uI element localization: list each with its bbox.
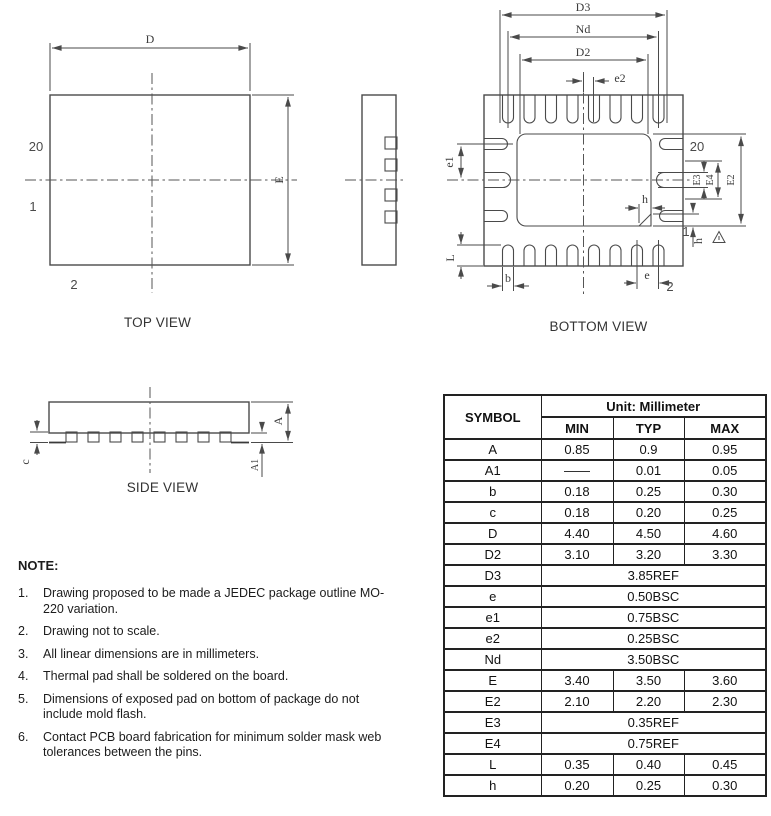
max-cell: 2.30 (684, 691, 766, 712)
typ-cell: 4.50 (613, 523, 684, 544)
table-row (444, 460, 766, 481)
note-item (18, 669, 422, 685)
max-cell: 3.30 (684, 544, 766, 565)
max-cell: 0.45 (684, 754, 766, 775)
table-row (444, 544, 766, 565)
bottom-view-pin2-label: 2 (666, 279, 674, 294)
typ-cell: 3.20 (613, 544, 684, 565)
dim-label-d3: D3 (575, 0, 591, 14)
dim-label-nd: Nd (575, 22, 591, 36)
symbol-cell: e2 (444, 628, 541, 649)
table-row (444, 439, 766, 460)
note-text: Dimensions of exposed pad on bottom of package do not include mold flash. (43, 691, 360, 721)
note-text: Contact PCB board fabrication for minimum solder mask web tolerances between the pins. (43, 729, 382, 759)
dim-label-e4: E4 (705, 174, 716, 186)
symbol-cell: A (444, 439, 541, 460)
min-cell: 4.40 (541, 523, 613, 544)
value-span-cell: 3.85REF (541, 565, 766, 586)
max-cell: 0.25 (684, 502, 766, 523)
top-view-pin20-label: 20 (28, 139, 44, 154)
symbol-cell: L (444, 754, 541, 775)
table-row (444, 607, 766, 628)
min-cell: 2.10 (541, 691, 613, 712)
symbol-cell: c (444, 502, 541, 523)
symbol-cell: E4 (444, 733, 541, 754)
table-row (444, 712, 766, 733)
table-row (444, 649, 766, 670)
symbol-cell: E2 (444, 691, 541, 712)
bottom-view-caption: BOTTOM VIEW (549, 319, 648, 334)
dim-label-e2-pitch: e2 (614, 71, 626, 85)
dim-label-e1: e1 (442, 156, 456, 168)
pad-pin1-chamfer (639, 214, 651, 226)
edge-profile-pad (385, 137, 397, 149)
table-row (444, 565, 766, 586)
min-cell: 3.40 (541, 670, 613, 691)
min-cell: 0.20 (541, 775, 613, 796)
symbol-cell: Nd (444, 649, 541, 670)
dim-ext-l (457, 245, 501, 266)
symbol-cell: E3 (444, 712, 541, 733)
side-view-body (49, 402, 249, 433)
edge-profile-drawing (345, 95, 404, 265)
dim-label-d2: D2 (575, 45, 591, 59)
max-cell: 0.95 (684, 439, 766, 460)
value-span-cell: 0.50BSC (541, 586, 766, 607)
note-number: 6. (18, 729, 29, 744)
note-number: 4. (18, 669, 29, 683)
note-item (18, 730, 422, 761)
note-item (18, 586, 422, 617)
dim-label-e: E (272, 176, 286, 184)
min-cell: 3.10 (541, 544, 613, 565)
unit-header-cell: Unit: Millimeter (541, 395, 766, 417)
bottom-view-drawing (442, 0, 746, 294)
notes-list (18, 586, 422, 761)
typ-header-cell: TYP (613, 417, 684, 439)
note-item (18, 624, 422, 640)
side-view-drawing (18, 387, 293, 477)
note-number: 2. (18, 624, 29, 638)
note-item (18, 692, 422, 723)
dimension-table (443, 394, 767, 797)
symbol-cell: e (444, 586, 541, 607)
dimension-table-header (444, 395, 766, 439)
max-cell: 4.60 (684, 523, 766, 544)
max-cell: 3.60 (684, 670, 766, 691)
min-cell: —— (541, 460, 613, 481)
note-number: 3. (18, 646, 29, 661)
note-text: Drawing proposed to be made a JEDEC package outline MO-220 variation. (43, 586, 385, 616)
table-row (444, 733, 766, 754)
top-view-pin2-label: 2 (70, 277, 78, 292)
symbol-cell: A1 (444, 460, 541, 481)
note-reference-triangle-icon (713, 232, 725, 243)
table-row (444, 523, 766, 544)
min-cell: 0.35 (541, 754, 613, 775)
dim-label-e2-pad: E2 (726, 174, 737, 186)
table-row (444, 586, 766, 607)
min-cell: 0.18 (541, 481, 613, 502)
dim-label-h-side: h (691, 238, 705, 244)
typ-cell: 3.50 (613, 670, 684, 691)
top-view-caption: TOP VIEW (123, 315, 192, 330)
dim-label-l: L (443, 254, 457, 262)
typ-cell: 0.25 (613, 775, 684, 796)
note-item (18, 647, 422, 663)
edge-profile-pad (385, 211, 397, 223)
typ-cell: 0.40 (613, 754, 684, 775)
dim-label-e3: E3 (692, 174, 703, 186)
dim-label-a1: A1 (250, 458, 261, 472)
bottom-view-pin1-label: 1 (682, 224, 690, 239)
dim-table-body (444, 439, 766, 796)
note-text: All linear dimensions are in millimeters. (43, 646, 260, 661)
table-row (444, 670, 766, 691)
note-number: 5. (18, 691, 29, 706)
min-cell: 0.85 (541, 439, 613, 460)
dim-label-h-chamfer: h (642, 192, 648, 206)
max-header-cell: MAX (684, 417, 766, 439)
dim-label-d: D (145, 32, 155, 46)
bottom-view-pin20-label: 20 (689, 139, 705, 154)
symbol-cell: E (444, 670, 541, 691)
symbol-header-cell: SYMBOL (444, 395, 541, 439)
edge-profile-pad (385, 189, 397, 201)
note-number: 1. (18, 586, 29, 600)
table-row (444, 481, 766, 502)
symbol-cell: b (444, 481, 541, 502)
typ-cell: 0.01 (613, 460, 684, 481)
value-span-cell: 0.75REF (541, 733, 766, 754)
symbol-cell: D (444, 523, 541, 544)
table-row (444, 502, 766, 523)
table-row (444, 775, 766, 796)
table-row (444, 628, 766, 649)
symbol-cell: D3 (444, 565, 541, 586)
typ-cell: 0.25 (613, 481, 684, 502)
value-span-cell: 3.50BSC (541, 649, 766, 670)
dim-label-c: c (18, 459, 32, 465)
dim-label-a: A (271, 416, 285, 426)
value-span-cell: 0.75BSC (541, 607, 766, 628)
dim-ext-c (30, 432, 48, 443)
dim-label-b: b (505, 271, 511, 285)
max-cell: 0.30 (684, 775, 766, 796)
notes-section (18, 558, 422, 768)
value-span-cell: 0.25BSC (541, 628, 766, 649)
typ-cell: 2.20 (613, 691, 684, 712)
max-cell: 0.30 (684, 481, 766, 502)
dim-label-e-pitch: e (644, 268, 650, 282)
top-view-pin1-label: 1 (29, 199, 37, 214)
symbol-cell: h (444, 775, 541, 796)
top-view-drawing (25, 32, 297, 293)
min-header-cell: MIN (541, 417, 613, 439)
side-view-caption: SIDE VIEW (126, 480, 199, 495)
table-row (444, 691, 766, 712)
max-cell: 0.05 (684, 460, 766, 481)
note-text: Drawing not to scale. (43, 624, 160, 638)
symbol-cell: D2 (444, 544, 541, 565)
dim-ext-d (50, 43, 250, 91)
edge-profile-pad (385, 159, 397, 171)
typ-cell: 0.9 (613, 439, 684, 460)
min-cell: 0.18 (541, 502, 613, 523)
note-text: Thermal pad shall be soldered on the board. (43, 669, 289, 683)
notes-title: NOTE: (18, 558, 59, 573)
symbol-cell: e1 (444, 607, 541, 628)
value-span-cell: 0.35REF (541, 712, 766, 733)
typ-cell: 0.20 (613, 502, 684, 523)
table-row (444, 754, 766, 775)
